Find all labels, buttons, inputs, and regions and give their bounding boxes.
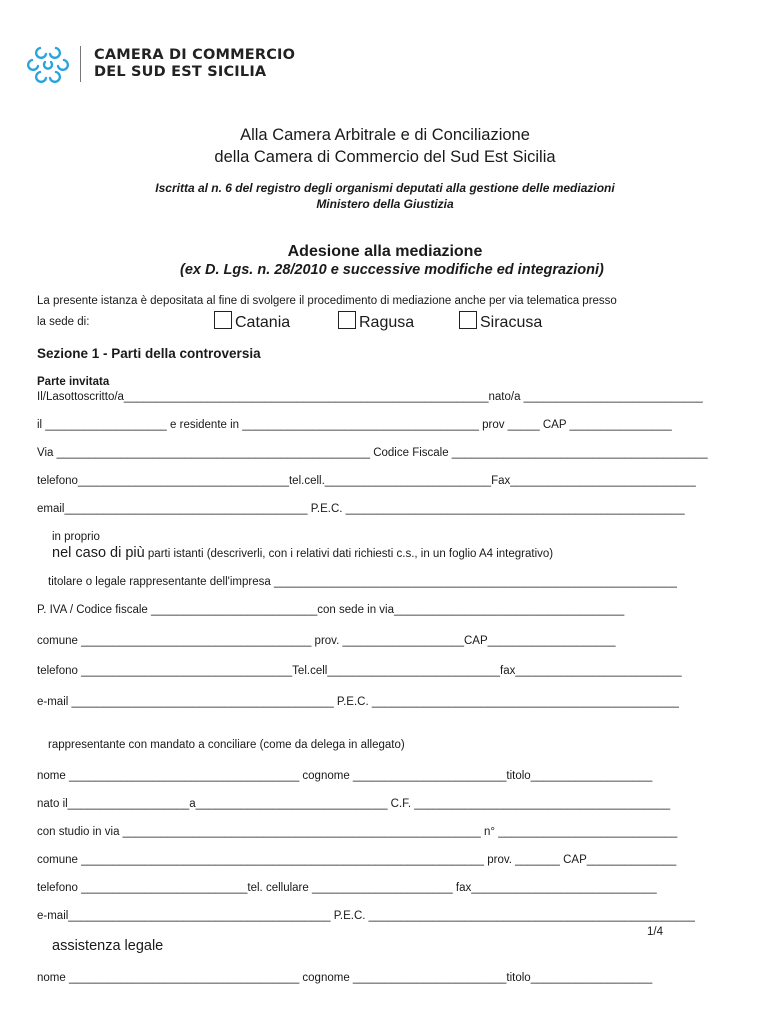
logo-line-1: CAMERA DI COMMERCIO	[94, 47, 296, 63]
registry-line: Iscritta al n. 6 del registro degli organismi deputati alla gestione delle mediazioni	[155, 181, 615, 195]
representative-label: rappresentante con mandato a conciliare (come da delega in allegato)	[48, 739, 405, 751]
option-ragusa[interactable]	[338, 311, 414, 332]
legal-assistance-label: assistenza legale	[52, 938, 164, 954]
logo-divider	[80, 46, 81, 82]
logo-mark-icon	[26, 44, 70, 84]
form-row-rep-email[interactable]: e-mail_________________________________________ P.E.C. ___________________________________________________	[37, 910, 695, 922]
form-row-rep-name[interactable]: nome ____________________________________ cognome ________________________titolo___________________	[37, 770, 653, 782]
form-row-email[interactable]: email______________________________________ P.E.C. _____________________________________________________	[37, 503, 685, 515]
section-title: Sezione 1 - Parti della controversia	[37, 346, 261, 361]
page-subtitle: (ex D. Lgs. n. 28/2010 e successive modifiche ed integrazioni)	[180, 262, 604, 278]
checkbox-siracusa[interactable]	[459, 311, 477, 329]
option-siracusa[interactable]	[459, 311, 542, 332]
form-row-rep-studio[interactable]: con studio in via ________________________________________________________ n° ____________________________	[37, 826, 678, 838]
page-number: 1/4	[647, 926, 663, 938]
option-catania[interactable]	[214, 311, 290, 332]
form-row-rep-birth[interactable]: nato il___________________a______________________________ C.F. ________________________________________	[37, 798, 671, 810]
form-row-phone[interactable]: telefono_________________________________tel.cell.__________________________Fax_____________________________	[37, 475, 696, 487]
in-proprio-label: in proprio	[52, 531, 100, 543]
sede-label: la sede di:	[37, 316, 90, 328]
form-row-lawyer-name[interactable]: nome ____________________________________ cognome ________________________titolo___________________	[37, 972, 653, 984]
form-row-rep-comune[interactable]: comune _______________________________________________________________ prov. _______ CAP______________	[37, 854, 677, 866]
logo	[26, 44, 70, 84]
option-ragusa-label: Ragusa	[359, 314, 415, 331]
form-row-name[interactable]: Il/Lasottoscritto/a_________________________________________________________nato/a ____________________________	[37, 391, 703, 403]
form-row-address[interactable]: Via _________________________________________________ Codice Fiscale ________________________________________	[37, 447, 708, 459]
page-title: Adesione alla mediazione	[287, 243, 483, 260]
form-row-rep-phone[interactable]: telefono __________________________tel. cellulare ______________________ fax_____________________________	[37, 882, 657, 894]
form-row-comune[interactable]: comune ____________________________________ prov. ___________________CAP____________________	[37, 635, 616, 647]
title-line-2: della Camera di Commercio del Sud Est Sicilia	[214, 148, 556, 166]
party-label: Parte invitata	[37, 376, 110, 388]
logo-line-2: DEL SUD EST SICILIA	[94, 64, 267, 80]
form-row-residence[interactable]: il ___________________ e residente in _____________________________________ prov _____ CAP ________________	[37, 419, 672, 431]
multiple-parties-rest: parti istanti (descriverli, con i relativi dati richiesti c.s., in un foglio A4 integrativo)	[144, 548, 554, 560]
form-row-company-email[interactable]: e-mail _________________________________________ P.E.C. ________________________________________________	[37, 696, 679, 708]
intro-text: La presente istanza è depositata al fine di svolgere il procedimento di mediazione anche per via telematica presso	[37, 295, 617, 307]
multiple-parties-lead: nel caso di più	[52, 545, 145, 561]
checkbox-catania[interactable]	[214, 311, 232, 329]
option-catania-label: Catania	[235, 314, 291, 331]
checkbox-ragusa[interactable]	[338, 311, 356, 329]
form-row-company[interactable]: titolare o legale rappresentante dell'impresa _______________________________________________________________	[48, 576, 677, 588]
form-row-vat[interactable]: P. IVA / Codice fiscale __________________________con sede in via____________________________________	[37, 604, 625, 616]
multiple-parties-note	[52, 545, 553, 561]
ministry-line: Ministero della Giustizia	[316, 197, 454, 211]
form-row-company-phone[interactable]: telefono _________________________________Tel.cell___________________________fax__________________________	[37, 665, 682, 677]
option-siracusa-label: Siracusa	[480, 314, 543, 331]
title-line-1: Alla Camera Arbitrale e di Conciliazione	[240, 126, 530, 144]
